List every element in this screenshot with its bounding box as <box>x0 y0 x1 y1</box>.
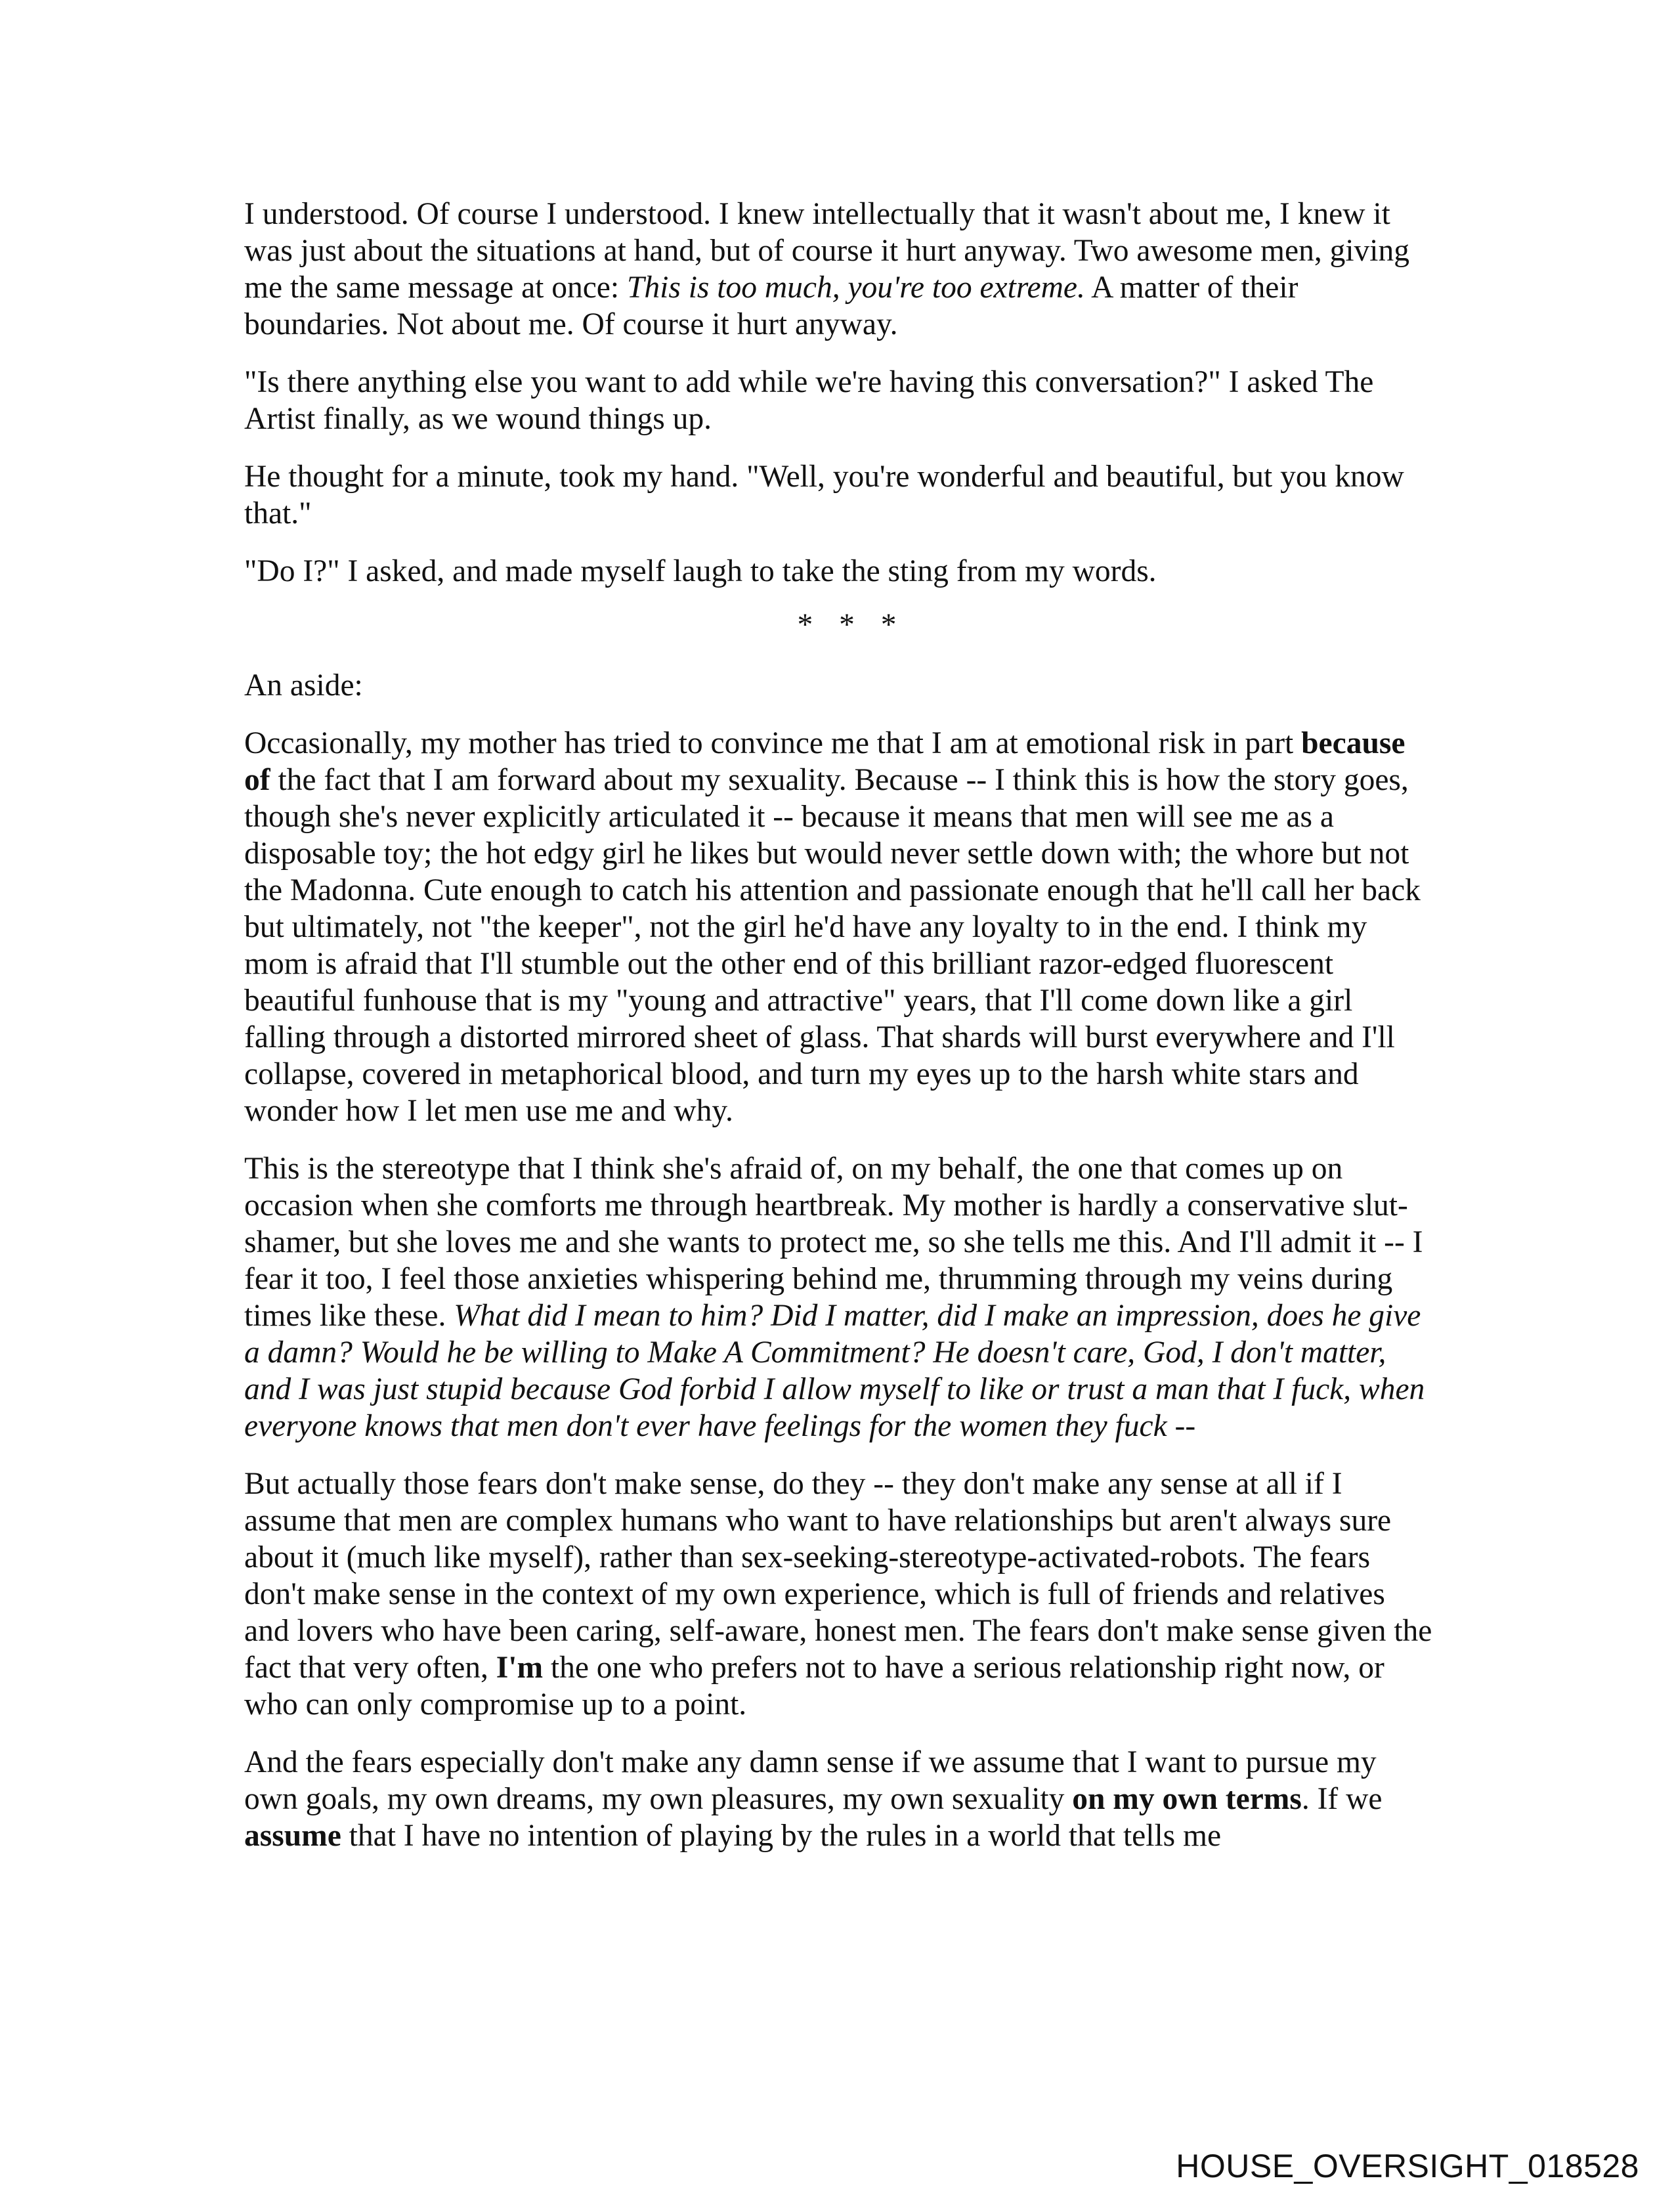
paragraph-5 <box>244 667 1432 704</box>
text-run: He thought for a minute, took my hand. "Well, you're wonderful and beautiful, but you know that." <box>244 460 1404 531</box>
paragraph-1 <box>244 196 1432 343</box>
text-run: A matter of their boundaries. Not about me. Of course it hurt anyway. <box>244 271 1298 341</box>
bold-run: on my own terms <box>1072 1782 1302 1816</box>
paragraph-4 <box>244 553 1432 590</box>
text-run: the fact that I am forward about my sexuality. Because -- I think this is how the story goes, though she's never explicitly articulated it -- because it means that men will see me as a disposable toy; the hot edgy girl he likes but would never settle down with; the whore but not the Madonna. Cute enough to catch his attention and passionate enough that he'll call her back but ultimately, not "the keeper", not the girl he'd have any loyalty to in the end. I think my mom is afraid that I'll stumble out the other end of this brilliant razor-edged fluorescent beautiful funhouse that is my "young and attractive" years, that I'll come down like a girl falling through a distorted mirrored sheet of glass. That shards will burst everywhere and I'll collapse, covered in metaphorical blood, and turn my eyes up to the harsh white stars and wonder how I let men use me and why. <box>244 763 1421 1128</box>
section-separator: * * * <box>797 608 906 642</box>
paragraph-6 <box>244 725 1432 1129</box>
bold-run: I'm <box>496 1651 544 1685</box>
text-run: "Is there anything else you want to add while we're having this conversation?" I asked The Artist finally, as we wound things up. <box>244 365 1374 436</box>
text-run: And the fears especially don't make any damn sense if we assume that I want to pursue my own goals, my own dreams, my own pleasures, my own sexuality <box>244 1745 1377 1816</box>
text-run: that I have no intention of playing by the rules in a world that tells me <box>341 1819 1222 1853</box>
paragraph-9 <box>244 1744 1432 1854</box>
paragraph-2 <box>244 364 1432 437</box>
bold-run: because of <box>244 726 1406 797</box>
text-run: An aside: <box>244 668 363 703</box>
bates-number: HOUSE_OVERSIGHT_018528 <box>1176 2148 1639 2184</box>
text-run: But actually those fears don't make sense, do they -- they don't make any sense at all if I assume that men are complex humans who want to have relationships but aren't always sure about it (much like myself), rather than sex-seeking-stereotype-activated-robots. The fears don't make sense in the context of my own experience, which is full of friends and relatives and lovers who have been caring, self-aware, honest men. The fears don't make sense given the fact that very often, <box>244 1467 1432 1685</box>
text-run: . If we <box>1301 1782 1383 1816</box>
bold-run: assume <box>244 1819 341 1853</box>
text-run: Occasionally, my mother has tried to convince me that I am at emotional risk in part <box>244 726 1302 760</box>
text-run: I understood. Of course I understood. I knew intellectually that it wasn't about me, I knew it was just about the situations at hand, but of course it hurt anyway. Two awesome men, giving me the same message at once: <box>244 197 1409 305</box>
text-run: This is the stereotype that I think she's afraid of, on my behalf, the one that comes up on occasion when she comforts me through heartbreak. My mother is hardly a conservative slut-shamer, but she loves me and she wants to protect me, so she tells me this. And I'll admit it -- I fear it too, I feel those anxieties whispering behind me, thrumming through my veins during times like these. <box>244 1152 1423 1333</box>
text-run: the one who prefers not to have a serious relationship right now, or who can only compromise up to a point. <box>244 1651 1384 1722</box>
italic-run: This is too much, you're too extreme. <box>626 271 1085 305</box>
paragraph-3 <box>244 458 1432 532</box>
text-run: "Do I?" I asked, and made myself laugh to take the sting from my words. <box>244 554 1157 588</box>
paragraph-7 <box>244 1150 1432 1444</box>
document-body <box>244 196 1432 1875</box>
paragraph-8 <box>244 1465 1432 1723</box>
italic-run: What did I mean to him? Did I matter, did I make an impression, does he give a damn? Would he be willing to Make A Commitment? He doesn't care, God, I don't matter, and I was just stupid because God forbid I allow myself to like or trust a man that I fuck, when everyone knows that men don't ever have feelings for the women they fuck -- <box>244 1299 1425 1443</box>
